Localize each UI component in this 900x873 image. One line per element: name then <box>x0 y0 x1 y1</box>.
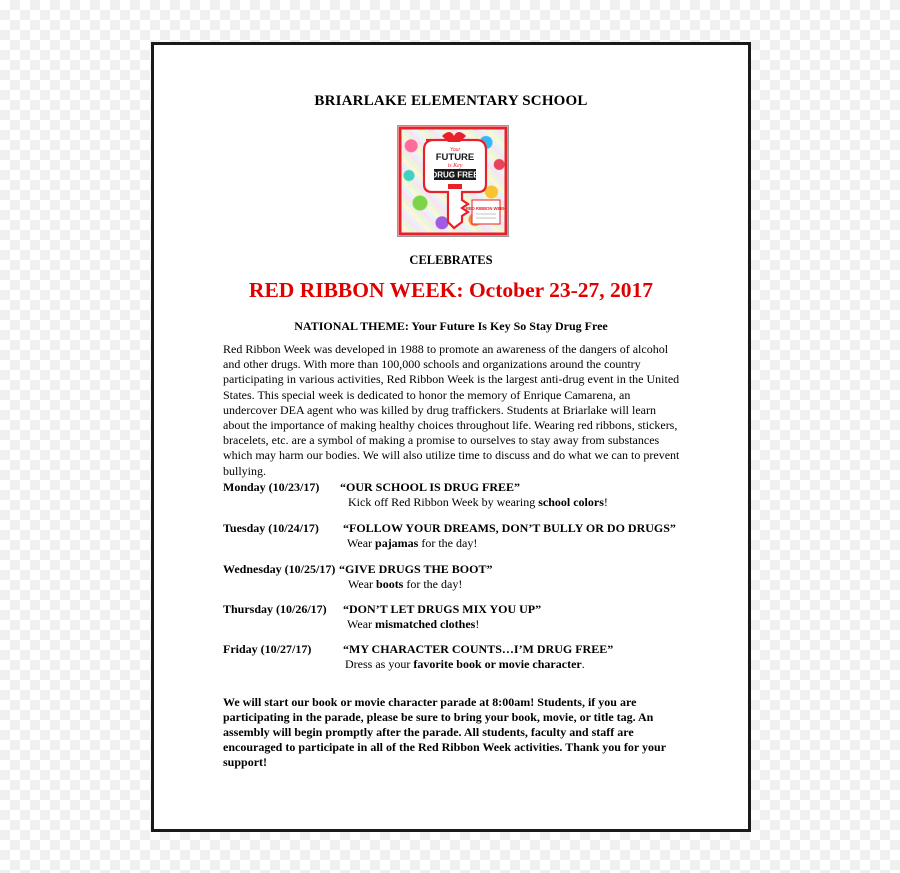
day-activity: Kick off Red Ribbon Week by wearing school colors! <box>348 495 608 509</box>
celebrates-heading: CELEBRATES <box>409 253 493 267</box>
logo-line3: is Key <box>447 163 463 169</box>
day-label: Friday (10/27/17) <box>223 642 312 656</box>
day-slogan: “OUR SCHOOL IS DRUG FREE” <box>340 480 521 494</box>
key-icon <box>398 126 508 236</box>
day-label: Monday (10/23/17) <box>223 480 320 494</box>
logo-tag: RED RIBBON WEEK <box>465 206 507 211</box>
event-headline: RED RIBBON WEEK: October 23-27, 2017 <box>248 278 654 302</box>
day-slogan: “GIVE DRUGS THE BOOT” <box>339 562 493 576</box>
day-activity: Wear mismatched clothes! <box>347 617 480 631</box>
day-label: Tuesday (10/24/17) <box>223 521 319 535</box>
red-ribbon-key-logo <box>397 125 509 237</box>
day-label: Wednesday (10/25/17) <box>223 562 336 576</box>
day-activity: Wear boots for the day! <box>348 577 463 591</box>
day-slogan: “DON’T LET DRUGS MIX YOU UP” <box>343 602 542 616</box>
logo-line2: FUTURE <box>435 152 475 163</box>
day-label: Thursday (10/26/17) <box>223 602 327 616</box>
logo-line4: DRUG FREE <box>431 170 479 180</box>
school-name: BRIARLAKE ELEMENTARY SCHOOL <box>314 93 588 109</box>
day-activity: Wear pajamas for the day! <box>347 536 478 550</box>
day-slogan: “MY CHARACTER COUNTS…I’M DRUG FREE” <box>343 642 614 656</box>
flyer-page <box>151 42 751 832</box>
logo-line1: Your <box>449 147 461 153</box>
day-slogan: “FOLLOW YOUR DREAMS, DON’T BULLY OR DO DRUGS” <box>343 521 676 535</box>
closing-paragraph: We will start our book or movie character parade at 8:00am! Students, if you are participating in the parade, please be sure to bring your book, movie, or title tag. An assembly will begin promptly after the parade. All students, faculty and staff are encouraged to participate in all of the Red Ribbon Week activities. Thank you for your support! <box>223 695 666 769</box>
national-theme: NATIONAL THEME: Your Future Is Key So Stay Drug Free <box>294 319 608 333</box>
intro-paragraph: Red Ribbon Week was developed in 1988 to promote an awareness of the dangers of alcohol and other drugs. With more than 100,000 schools and organizations around the country participating in various activities, Red Ribbon Week is the largest anti-drug event in the United States. This special week is dedicated to honor the memory of Enrique Camarena, an undercover DEA agent who was killed by drug traffickers. Students at Briarlake will learn about the importance of making healthy choices throughout life. Wearing red ribbons, stickers, bracelets, etc. are a symbol of making a promise to ourselves to stay away from substances which may harm our bodies. We will also utilize time to discuss and do what we can to prevent bullying. <box>223 342 680 478</box>
day-activity: Dress as your favorite book or movie character. <box>345 657 585 671</box>
